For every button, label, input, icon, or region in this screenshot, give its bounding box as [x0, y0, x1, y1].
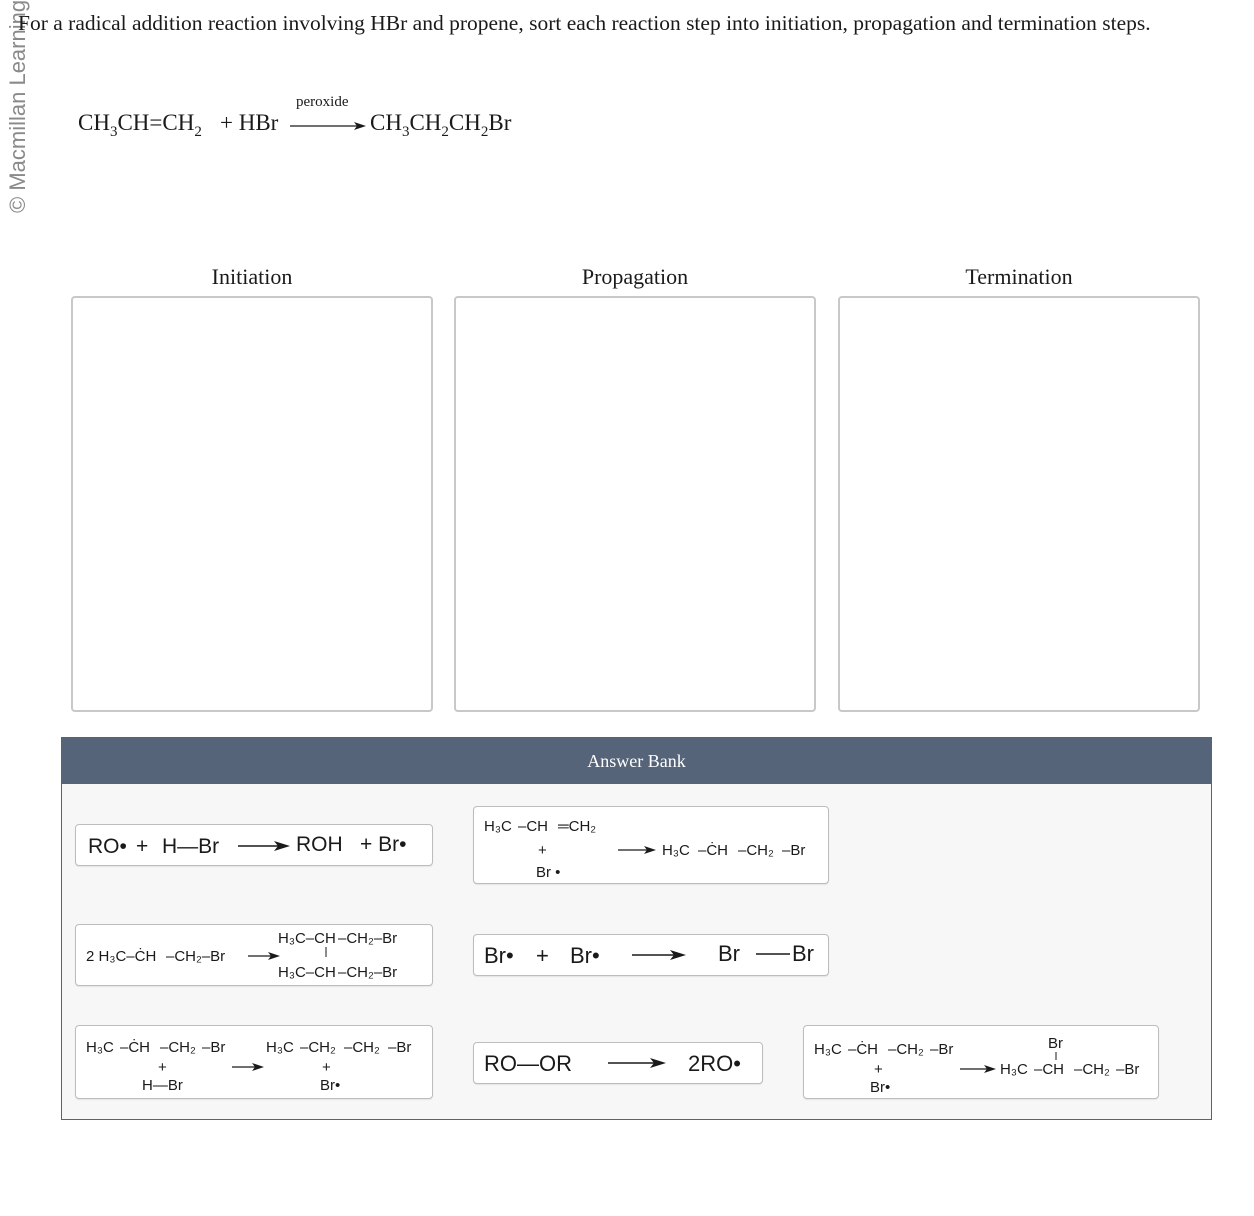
- reaction-arrow-icon: [632, 950, 686, 960]
- token: H₃C: [484, 818, 512, 835]
- token: +: [158, 1059, 167, 1076]
- token: –CH₂–Br: [166, 948, 226, 965]
- reaction-arrow-icon: [608, 1058, 666, 1068]
- reactant-hbr: + HBr: [220, 110, 279, 135]
- reaction-arrow-icon: [232, 1063, 264, 1071]
- token: ROH: [296, 833, 343, 856]
- token: –CH₂–Br: [338, 964, 398, 981]
- answer-card-ro-or[interactable]: [473, 1042, 763, 1084]
- token: H₃C: [662, 842, 690, 859]
- token: –ĊH: [848, 1041, 879, 1058]
- reaction-arrow-icon: [288, 120, 368, 132]
- token: 2 H₃C–ĊH: [86, 948, 157, 965]
- token: H₃C: [86, 1039, 114, 1056]
- product-bromopropane: $CH_3CH_2CH_2Br$: [370, 110, 512, 140]
- copyright-watermark: © Macmillan Learning: [5, 0, 30, 213]
- token: +: [136, 835, 149, 858]
- token: +: [322, 1059, 331, 1076]
- token: 2RO•: [688, 1051, 741, 1076]
- reaction-arrow-icon: [238, 841, 290, 851]
- token: Br: [718, 941, 740, 966]
- token: –ĊH: [120, 1039, 151, 1056]
- propagation-drop-zone[interactable]: [454, 296, 816, 712]
- token: –ĊH: [698, 842, 729, 859]
- token: H₃C: [1000, 1061, 1028, 1078]
- token: H₃C–CH: [278, 964, 336, 981]
- token: –CH₂: [300, 1039, 336, 1056]
- token: –Br: [782, 842, 806, 859]
- token: –CH₂: [1074, 1061, 1110, 1078]
- token: –CH: [518, 818, 549, 835]
- token: Br: [792, 941, 814, 966]
- answer-bank-title: Answer Bank: [62, 738, 1211, 784]
- token: RO—OR: [484, 1051, 572, 1076]
- token: –CH₂: [888, 1041, 924, 1058]
- token: H₃C–CH: [278, 930, 336, 947]
- token: Br•: [570, 943, 600, 968]
- reaction-arrow-icon: [248, 952, 280, 960]
- answer-card-radical-hbr[interactable]: [75, 1025, 433, 1099]
- token: H—Br: [142, 1077, 183, 1094]
- token: Br•: [484, 943, 514, 968]
- token: –CH₂: [344, 1039, 380, 1056]
- token: ═CH₂: [558, 818, 597, 835]
- overall-equation: [78, 90, 578, 150]
- answer-card-radical-br[interactable]: [803, 1025, 1159, 1099]
- question-prompt: For a radical addition reaction involving HBr and propene, sort each reaction step into initiation, propagation and termination steps.: [18, 11, 1151, 35]
- token: H₃C: [266, 1039, 294, 1056]
- token: –CH₂: [738, 842, 774, 859]
- token: Br •: [536, 864, 561, 881]
- token: Br: [1048, 1035, 1063, 1052]
- answer-card-ro-hbr[interactable]: [75, 824, 433, 866]
- token: Br•: [320, 1077, 341, 1094]
- answer-card-propene-br[interactable]: [473, 806, 829, 884]
- answer-card-dimer[interactable]: [75, 924, 433, 986]
- token: Br•: [870, 1079, 891, 1096]
- reactant-propene: $CH_3CH=CH_2$: [78, 110, 202, 140]
- token: H₃C: [814, 1041, 842, 1058]
- token: + Br•: [360, 833, 407, 856]
- answer-bank: [61, 737, 1212, 1120]
- reaction-arrow-icon: [618, 846, 656, 854]
- token: –CH: [1034, 1061, 1065, 1078]
- token: +: [536, 943, 549, 968]
- token: H—Br: [162, 835, 220, 858]
- token: RO•: [88, 835, 127, 858]
- termination-drop-zone[interactable]: [838, 296, 1200, 712]
- token: –Br: [1116, 1061, 1140, 1078]
- token: –CH₂–Br: [338, 930, 398, 947]
- initiation-drop-zone[interactable]: [71, 296, 433, 712]
- propagation-heading: Propagation: [581, 264, 689, 289]
- termination-heading: Termination: [965, 264, 1073, 289]
- token: +: [874, 1061, 883, 1078]
- token: –Br: [388, 1039, 412, 1056]
- token: –Br: [930, 1041, 954, 1058]
- answer-card-br-br[interactable]: [473, 934, 829, 976]
- reaction-arrow-icon: [960, 1065, 996, 1073]
- token: –CH₂: [160, 1039, 196, 1056]
- token: –Br: [202, 1039, 226, 1056]
- initiation-heading: Initiation: [211, 264, 293, 289]
- condition-label: peroxide: [296, 94, 349, 110]
- token: +: [538, 842, 547, 859]
